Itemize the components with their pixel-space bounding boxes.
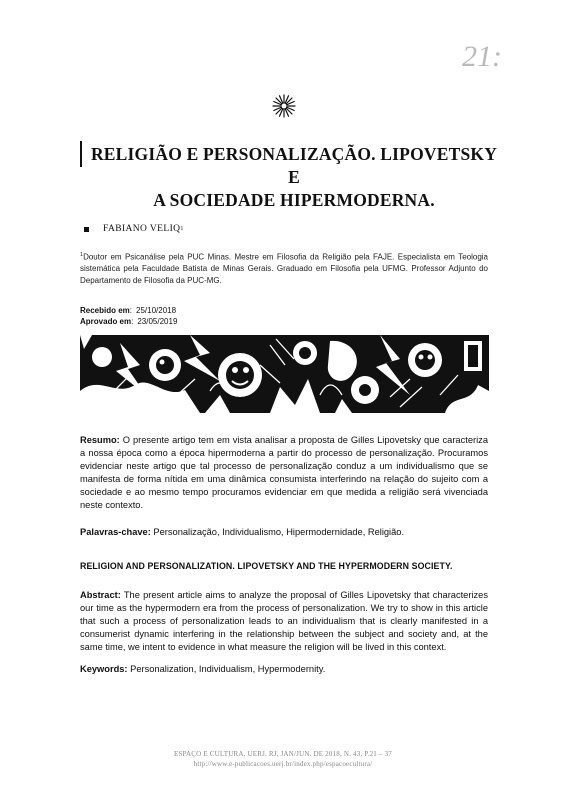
palavras-chave-paragraph [80,526,488,539]
submission-dates [80,305,177,327]
article-title [84,143,504,212]
sunburst-ornament-icon [272,94,296,118]
palavras-chave-label: Palavras-chave: [80,527,151,537]
page-footer [0,749,566,769]
resumo-label: Resumo: [80,435,120,445]
approved-date-row: Aprovado em: 23/05/2019 [80,317,178,326]
author-footnote-mark[interactable]: 1 [180,226,184,232]
article-title-line-1: RELIGIÃO E PERSONALIZAÇÃO. LIPOVETSKY E [90,144,498,187]
affiliation-text: Doutor em Psicanálise pela PUC Minas. Mestre em Filosofia da Religião pela FAJE. Especialista em Teologia sistemática pela Faculdade Batista de Minas Gerais. Graduado em Filosofia pela UFMG. Professor Adjunto do Departamento de Filosofia da PUC-MG. [80,252,488,285]
keywords-paragraph [80,663,488,676]
resumo-text: O presente artigo tem em vista analisar a proposta de Gilles Lipovetsky que caracteriza a nossa época como a época hipermoderna a partir do processo de personalização. Procuramos evidenciar neste artigo que tal processo de personalização conduz a um individualismo que se manifesta de forma nítida em uma dinâmica consumista interferindo na relação do sujeito com a sociedade e ao mesmo tempo procuramos evidenciar em que medida a religião será vivenciada neste contexto. [80,435,488,510]
palavras-chave-text: Personalização, Individualismo, Hipermodernidade, Religião. [153,527,405,537]
received-label: Recebido em [80,306,130,315]
resumo-paragraph [80,434,488,512]
received-value: 25/10/2018 [136,306,177,315]
decorative-woodcut-banner [80,335,489,413]
abstract-text: The present article aims to analyze the proposal of Gilles Lipovetsky that characterizes our time as the hypermodern era from the process of personalization. We try to show in this article that such a process of personalization leads to an individualism that is clearly manifested in a consumerist dynamic interfering in the relationship between the subject and society and, at the same time, we intent to evidence in what measure the religion will be lived in this context. [80,590,488,652]
english-title: RELIGION AND PERSONALIZATION. LIPOVETSKY AND THE HYPERMODERN SOCIETY. [80,561,453,571]
page-number: 21: [462,40,502,73]
footer-citation: ESPAÇO E CULTURA, UERJ, RJ, JAN/JUN. DE 2018, N. 43, P.21 – 37 [173,750,393,758]
abstract-paragraph [80,589,488,654]
author-name: FABIANO VELIQ [103,224,181,234]
approved-label: Aprovado em [80,317,132,326]
footer-url-link[interactable]: http://www.e-publicacoes.uerj.br/index.php/espacoecultura/ [193,760,373,768]
received-date-row: Recebido em: 25/10/2018 [80,306,177,315]
article-title-line-2: A SOCIEDADE HIPERMODERNA. [153,190,435,210]
title-accent-bar [80,141,82,167]
affiliation-footnote-mark: 1 [80,252,84,258]
author-affiliation [80,250,488,286]
author-line [84,224,184,234]
abstract-label: Abstract: [80,590,121,600]
author-bullet-icon [84,227,89,232]
keywords-label: Keywords: [80,664,128,674]
keywords-text: Personalization, Individualism, Hypermodernity. [130,664,326,674]
approved-value: 23/05/2019 [137,317,178,326]
